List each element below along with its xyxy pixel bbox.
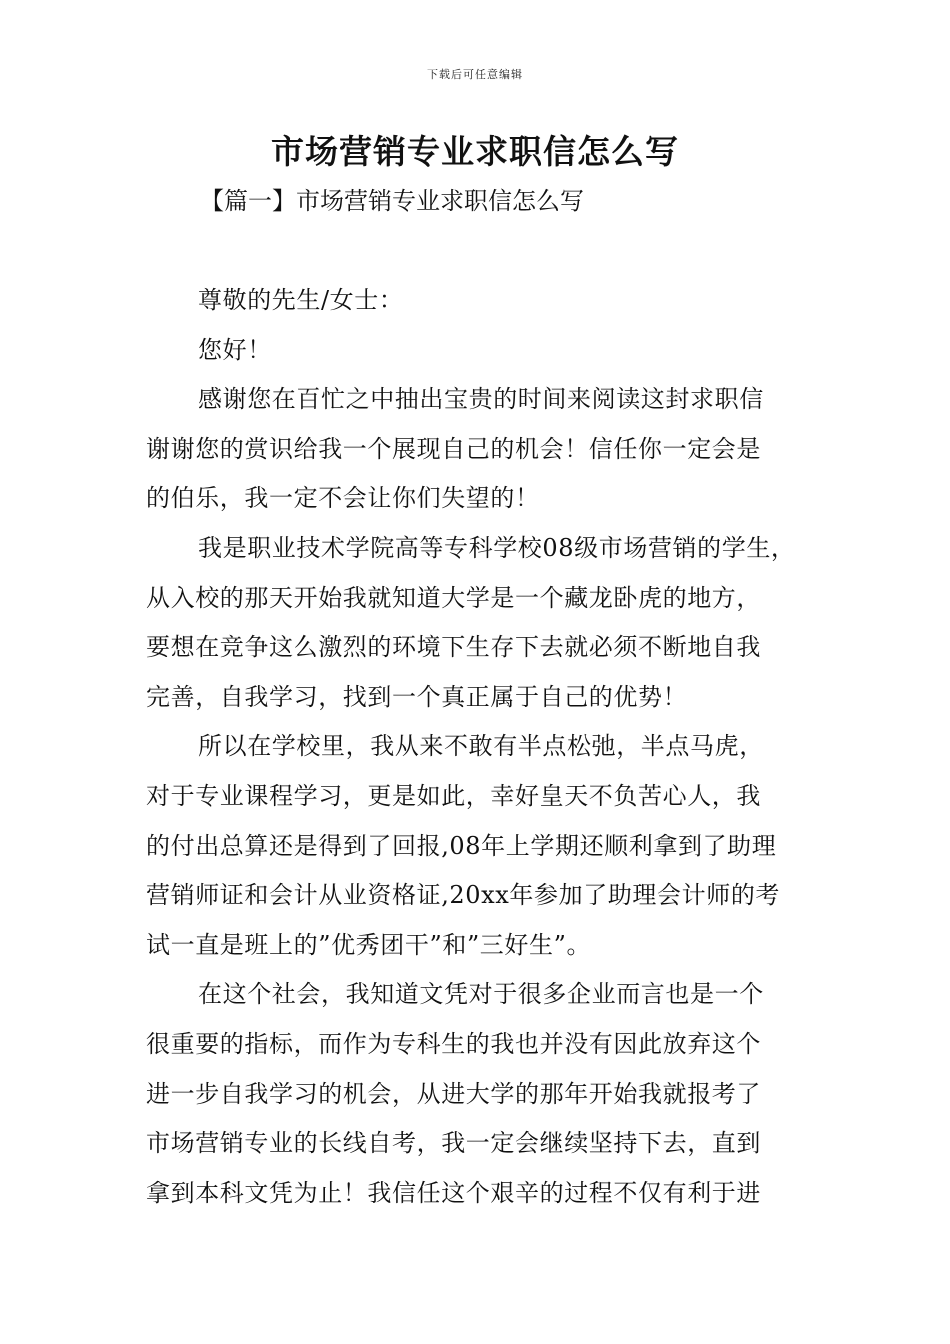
header-note: 下载后可任意编辑 [427, 68, 523, 81]
section-heading: 【篇一】市场营销专业求职信怎么写 [200, 187, 584, 215]
body-line: 尊敬的先生/女士： [198, 286, 404, 314]
body-line: 对于专业课程学习，更是如此，幸好皇天不负苦心人，我 [146, 781, 761, 810]
body-line: 拿到本科文凭为止！我信任这个艰辛的过程不仅有利于进 [146, 1178, 761, 1207]
page-title: 市场营销专业求职信怎么写 [271, 132, 679, 171]
body-line: 要想在竞争这么激烈的环境下生存下去就必须不断地自我 [146, 633, 761, 662]
body-line: 感谢您在百忙之中抽出宝贵的时间来阅读这封求职信 [198, 385, 764, 414]
body-line: 谢谢您的赏识给我一个展现自己的机会！信任你一定会是 [146, 434, 761, 463]
body-line: 所以在学校里，我从来不敢有半点松弛，半点马虎， [198, 732, 764, 761]
letter-body [146, 276, 836, 1218]
body-line: 试一直是班上的”优秀团干”和”三好生”。 [146, 930, 592, 959]
body-line: 进一步自我学习的机会，从进大学的那年开始我就报考了 [146, 1079, 761, 1108]
body-line: 从入校的那天开始我就知道大学是一个藏龙卧虎的地方， [146, 583, 761, 612]
body-line: 很重要的指标，而作为专科生的我也并没有因此放弃这个 [146, 1029, 761, 1058]
body-line: 的付出总算还是得到了回报,08年上学期还顺利拿到了助理 [146, 831, 777, 860]
body-line: 营销师证和会计从业资格证,20xx年参加了助理会计师的考 [146, 881, 781, 910]
body-line: 市场营销专业的长线自考，我一定会继续坚持下去，直到 [146, 1129, 761, 1158]
body-line: 您好！ [198, 335, 272, 364]
body-line: 我是职业技术学院高等专科学校08级市场营销的学生， [198, 533, 796, 562]
body-line: 的伯乐，我一定不会让你们失望的！ [146, 484, 540, 513]
body-line: 完善，自我学习，找到一个真正属于自己的优势！ [146, 682, 688, 711]
body-line: 在这个社会，我知道文凭对于很多企业而言也是一个 [198, 980, 764, 1009]
